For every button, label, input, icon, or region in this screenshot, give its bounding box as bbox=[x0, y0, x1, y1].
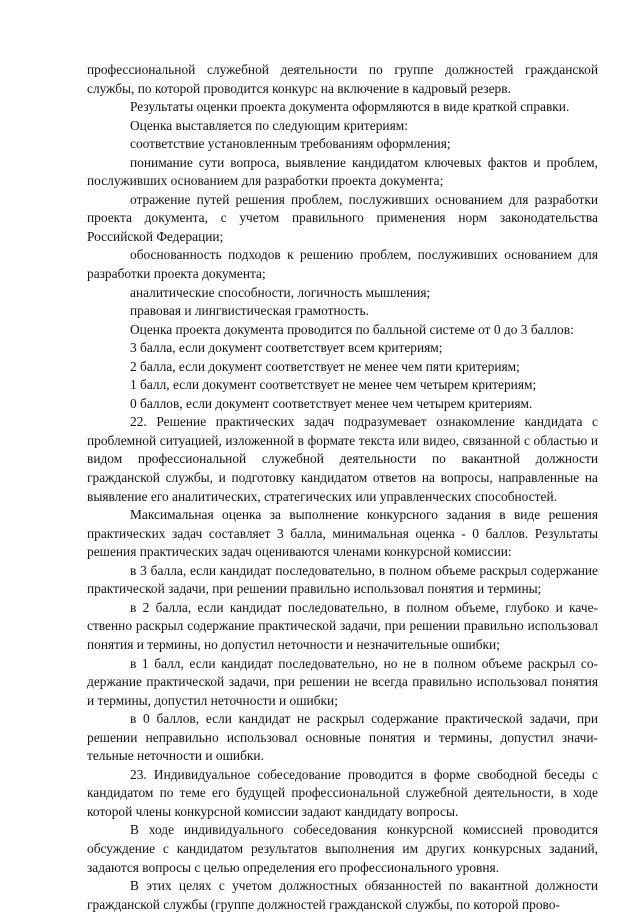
paragraph: 1 балл, если документ соответствует не менее чем четырем критериям; bbox=[130, 377, 537, 393]
paragraph: профессиональной служебной деятельности по группе должностей гражданской службы, по которой проводится конкурс на включение в кадровый резерв. bbox=[87, 62, 598, 96]
paragraph: Оценка выставляется по следующим критериям: bbox=[130, 117, 408, 133]
paragraph: понимание сути вопроса, выявление кандидатом ключевых фактов и проблем, послуживших основанием для разработки проекта документа; bbox=[87, 154, 598, 189]
paragraph: Максимальная оценка за выполнение конкурсного задания в виде решения практических задач составляет 3 балла, минимальная оценка - 0 баллов. Результаты решения практических задач оцениваются членами конкурсной комиссии: bbox=[87, 507, 598, 560]
paragraph: Оценка проекта документа проводится по балльной системе от 0 до 3 баллов: bbox=[130, 321, 574, 337]
paragraph: 0 баллов, если документ соответствует менее чем четырем критериям. bbox=[130, 395, 533, 411]
paragraph: 23. Индивидуальное собеседование проводится в форме свободной беседы с кандидатом по теме его будущей профессиональной служебной деятельности, в ходе которой члены конкурсной комиссии задают кандидату вопросы. bbox=[87, 766, 598, 819]
paragraph: соответствие установленным требованиям оформления; bbox=[130, 136, 451, 152]
paragraph: в 1 балл, если кандидат последовательно, но не в полном объеме раскрыл содержание практической задачи, при решении не всегда правильно использовал понятия и термины, допустил неточности и ошибки; bbox=[87, 655, 598, 708]
document-body bbox=[87, 61, 598, 914]
paragraph: 3 балла, если документ соответствует всем критериям; bbox=[130, 340, 443, 356]
paragraph: В этих целях с учетом должностных обязанностей по вакантной должности гражданской службы (группе должностей гражданской службы, по которой прово- bbox=[87, 878, 598, 912]
paragraph: в 0 баллов, если кандидат не раскрыл содержание практической задачи, при решении неправильно использовал основные понятия и термины, допустил значительные неточности и ошибки. bbox=[87, 711, 598, 764]
paragraph: правовая и лингвистическая грамотность. bbox=[130, 303, 369, 319]
paragraph: Результаты оценки проекта документа оформляются в виде краткой справки. bbox=[130, 99, 570, 115]
paragraph: в 2 балла, если кандидат последовательно, в полном объеме, глубоко и качественно раскрыл содержание практической задачи, при решении правильно использовал понятия и термины, но допустил неточности и незначительные ошибки; bbox=[87, 599, 598, 652]
paragraph: обоснованность подходов к решению проблем, послуживших основанием для разработки проекта документа; bbox=[87, 247, 598, 282]
paragraph: аналитические способности, логичность мышления; bbox=[130, 284, 431, 300]
paragraph: 22. Решение практических задач подразумевает ознакомление кандидата с проблемной ситуацией, изложенной в формате текста или видео, связанной с областью и видом профессиональной служебной деятельности по вакантной должности гражданской службы, и подготовку кандидатом ответов на вопросы, направленные на выявление его аналитических, стратегических или управленческих способностей. bbox=[87, 414, 598, 504]
paragraph: в 3 балла, если кандидат последовательно, в полном объеме раскрыл содержание практической задачи, при решении правильно использовал понятия и термины; bbox=[87, 562, 598, 597]
paragraph: 2 балла, если документ соответствует не менее чем пяти критериям; bbox=[130, 358, 520, 374]
paragraph: отражение путей решения проблем, послуживших основанием для разработки проекта документа, с учетом правильного применения норм законодательства Российской Федерации; bbox=[87, 191, 598, 244]
paragraph: В ходе индивидуального собеседования конкурсной комиссией проводится обсуждение с кандидатом результатов выполнения им других конкурсных заданий, задаются вопросы с целью определения его профессионального уровня. bbox=[87, 822, 598, 875]
